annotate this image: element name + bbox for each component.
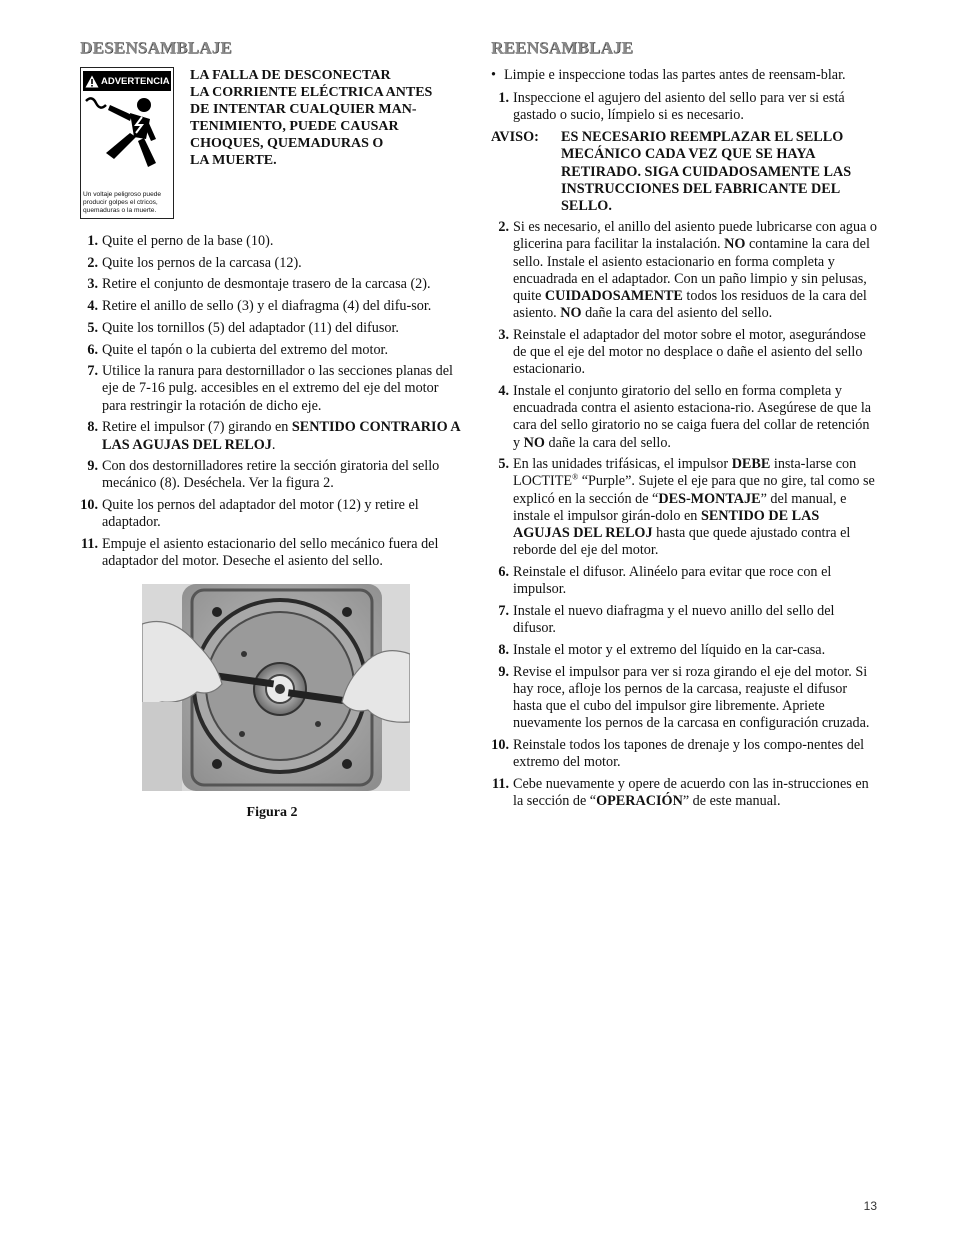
figure-caption: Figura 2 xyxy=(246,805,298,821)
list-item: 11. Empuje el asiento estacionario del sello mecánico fuera del adaptador del motor. Deseche el asiento del sello. xyxy=(81,536,439,570)
list-item: 9. Con dos destornilladores retire la sección giratoria del sello mecánico (8). Deséchela. Ver la figura 2. xyxy=(87,458,440,492)
list-item: 10. Reinstale todos los tapones de drenaje y los compo-nentes del extremo del motor. xyxy=(491,736,865,771)
list-item: 3. Reinstale el adaptador del motor sobre el motor, asegurándose de que el eje del motor no desplace o dañe el asiento del sello estacionario. xyxy=(498,326,866,378)
list-item: 1. Quite el perno de la base (10). xyxy=(87,233,274,249)
disassembly-steps xyxy=(80,233,464,570)
notice-label: AVISO: xyxy=(491,129,539,146)
electric-shock-icon xyxy=(84,93,170,173)
list-item: 8. Retire el impulsor (7) girando en SENTIDO CONTRARIO A LAS AGUJAS DEL RELOJ. xyxy=(87,419,460,453)
warning-block xyxy=(80,67,464,219)
notice-text: ES NECESARIO REEMPLAZAR EL SELLO MECÁNICO CADA VEZ QUE SE HAYA RETIRADO. SIGA CUIDADOSAMENTE LAS INSTRUCCIONES DEL FABRICANTE DEL SELLO. xyxy=(561,129,852,214)
list-item: 7. Instale el nuevo diafragma y el nuevo anillo del sello del difusor. xyxy=(498,602,835,637)
list-item: 3. Retire el conjunto de desmontaje trasero de la carcasa (2). xyxy=(87,276,431,293)
reassembly-heading: REENSAMBLAJE xyxy=(491,38,634,57)
list-item: 5. Quite los tornillos (5) del adaptador (11) del difusor. xyxy=(87,319,399,336)
page-number: 13 xyxy=(863,1199,877,1213)
warning-text: LA FALLA DE DESCONECTAR LA CORRIENTE ELÉCTRICA ANTES DE INTENTAR CUALQUIER MAN- TENIMIENTO, PUEDE CAUSAR CHOQUES, QUEMADURAS O LA MUERTE. xyxy=(190,68,433,168)
reassembly-step-1 xyxy=(491,90,877,124)
warning-triangle-icon xyxy=(85,75,99,88)
warning-label-box xyxy=(80,67,174,219)
list-item: 8. Instale el motor y el extremo del líquido en la car-casa. xyxy=(498,641,826,658)
list-item: 6. Quite el tapón o la cubierta del extremo del motor. xyxy=(87,341,389,358)
warning-caption: Un voltaje peligroso puede producir golpes el ctricos, quemaduras o la muerte. xyxy=(83,191,162,214)
warning-header xyxy=(83,71,171,91)
list-item: 5. En las unidades trifásicas, el impulsor DEBE insta-larse con LOCTITE® “Purple”. Sujete el eje para que no gire, tal como se explicó en la sección de “DES-MONTAJE” del manual, e instale el impulsor girán-dolo en SENTIDO DE LAS AGUJAS DEL RELOJ hasta que quede ajustado contra el reborde del eje del motor. xyxy=(498,456,875,559)
disassembly-heading: DESENSAMBLAJE xyxy=(80,38,232,57)
left-column xyxy=(80,38,464,821)
list-item: 2. Quite los pernos de la carcasa (12). xyxy=(87,254,302,271)
list-item: 6. Reinstale el difusor. Alinéelo para evitar que roce con el impulsor. xyxy=(498,563,832,598)
list-item: 10. Quite los pernos del adaptador del motor (12) y retire el adaptador. xyxy=(80,497,419,531)
right-column xyxy=(491,38,877,815)
bullet-item: • Limpie e inspeccione todas las partes antes de reensam-blar. xyxy=(491,67,846,83)
notice-block xyxy=(491,129,877,215)
list-item: 7. Utilice la ranura para destornillador o las secciones planas del eje de 7-16 pulg. accesibles en el extremo del eje del motor para restringir la rotación de dicho eje. xyxy=(87,363,454,414)
list-item: 11. Cebe nuevamente y opere de acuerdo con las in-strucciones en la sección de “OPERACIÓN” de este manual. xyxy=(492,775,869,809)
list-item: 1. Inspeccione el agujero del asiento del sello para ver si está gastado o sucio, límpielo si es necesario. xyxy=(498,90,845,124)
list-item: 9. Revise el impulsor para ver si roza girando el eje del motor. Si hay roce, afloje los pernos de la carcasa, reajuste el difusor hasta que el cubo del impulsor gire libremente. Apriete nuevamente los pernos de la carcasa en configuración cruzada. xyxy=(498,663,870,732)
reassembly-steps xyxy=(491,219,877,810)
list-item: 4. Instale el conjunto giratorio del sello en forma completa y encuadrada contra el asiento estaciona-rio. Asegúrese de que la cara del sello giratorio no se caiga fuera del collar de retención y NO dañe la cara del sello. xyxy=(498,382,872,451)
list-item: 4. Retire el anillo de sello (3) y el diafragma (4) del difu-sor. xyxy=(87,298,432,315)
list-item: 2. Si es necesario, el anillo del asiento puede lubricarse con agua o glicerina para facilitar la instalación. NO contamine la cara del sello. Instale el asiento estacionario en forma completa y encuadrada en el adaptador. Con un paño limpio y sin pelusas, quite CUIDADOSAMENTE todos los residuos de la cara del asiento. NO dañe la cara del asiento del sello. xyxy=(498,219,878,322)
figure-2-photo xyxy=(142,584,410,791)
warning-label: ADVERTENCIA xyxy=(101,75,170,87)
